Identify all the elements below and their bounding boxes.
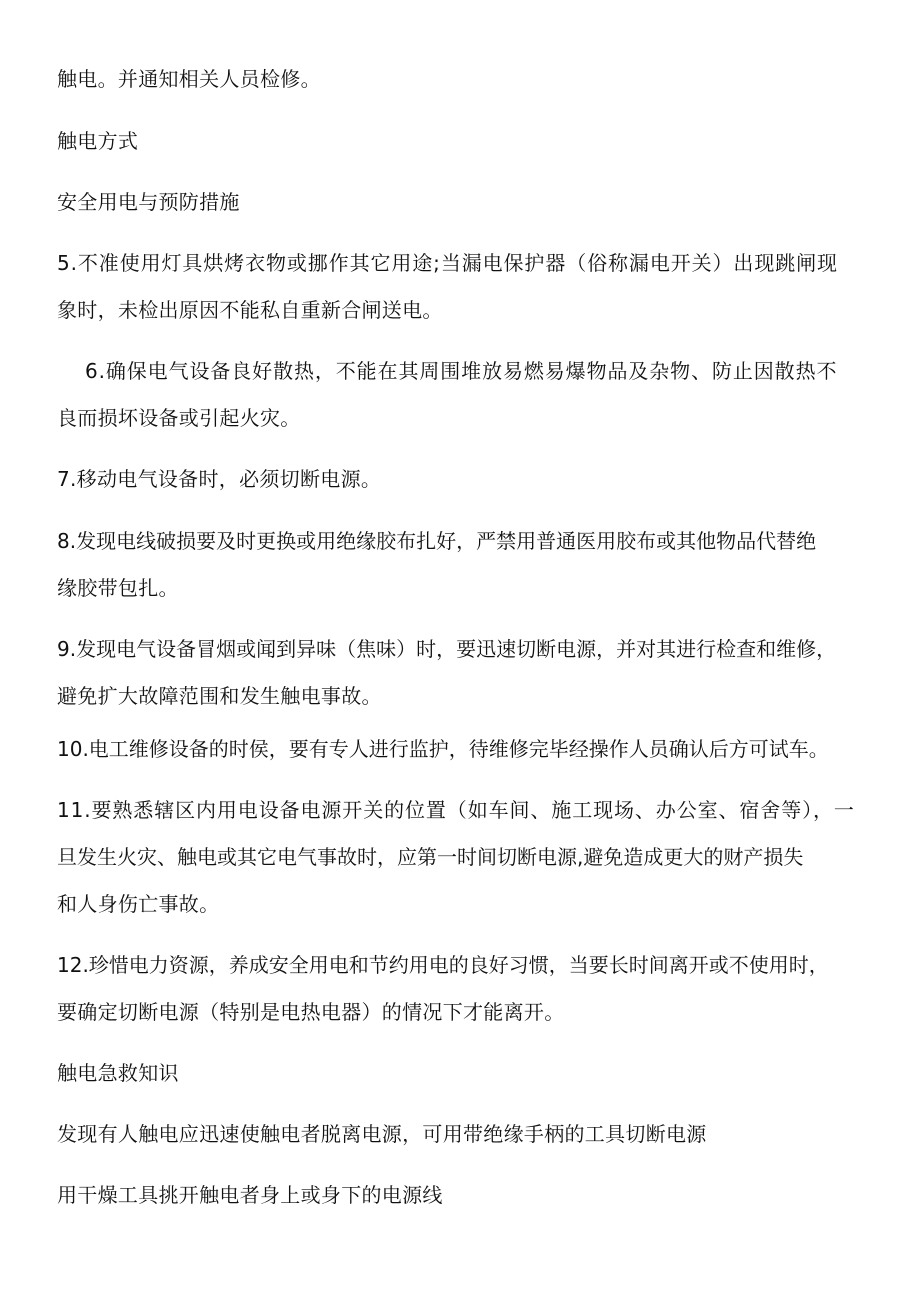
text-line: 触电。并通知相关人员检修。	[57, 67, 321, 91]
text-line: 用干燥工具挑开触电者身上或身下的电源线	[57, 1183, 443, 1207]
text-line: 6.确保电气设备良好散热，不能在其周围堆放易燃易爆物品及杂物、防止因散热不	[85, 359, 838, 383]
text-line: 9.发现电气设备冒烟或闻到异味（焦味）时，要迅速切断电源，并对其进行检查和维修，	[57, 637, 837, 661]
section-heading: 安全用电与预防措施	[57, 190, 240, 214]
text-line: 发现有人触电应迅速使触电者脱离电源，可用带绝缘手柄的工具切断电源	[57, 1122, 707, 1146]
text-line: 象时，未检出原因不能私自重新合闸送电。	[57, 298, 443, 322]
text-line: 避免扩大故障范围和发生触电事故。	[57, 684, 382, 708]
text-line: 10.电工维修设备的时侯，要有专人进行监护，待维修完毕经操作人员确认后方可试车。	[57, 737, 829, 761]
section-heading: 触电急救知识	[57, 1061, 179, 1085]
section-heading: 触电方式	[57, 129, 139, 153]
text-line: 缘胶带包扎。	[57, 576, 179, 600]
text-line: 和人身伤亡事故。	[57, 892, 220, 916]
text-line: 12.珍惜电力资源，养成安全用电和节约用电的良好习惯，当要长时间离开或不使用时，	[57, 953, 829, 977]
text-line: 良而损坏设备或引起火灾。	[57, 406, 301, 430]
text-line: 要确定切断电源（特别是电热电器）的情况下才能离开。	[57, 1000, 565, 1024]
text-line: 11.要熟悉辖区内用电设备电源开关的位置（如车间、施工现场、办公室、宿舍等），一	[57, 798, 855, 822]
text-line: 旦发生火灾、触电或其它电气事故时，应第一时间切断电源,避免造成更大的财产损失	[57, 845, 804, 869]
text-line: 5.不准使用灯具烘烤衣物或挪作其它用途;当漏电保护器（俗称漏电开关）出现跳闸现	[57, 251, 838, 275]
text-line: 7.移动电气设备时，必须切断电源。	[57, 467, 382, 491]
text-line: 8.发现电线破损要及时更换或用绝缘胶布扎好，严禁用普通医用胶布或其他物品代替绝	[57, 529, 817, 553]
